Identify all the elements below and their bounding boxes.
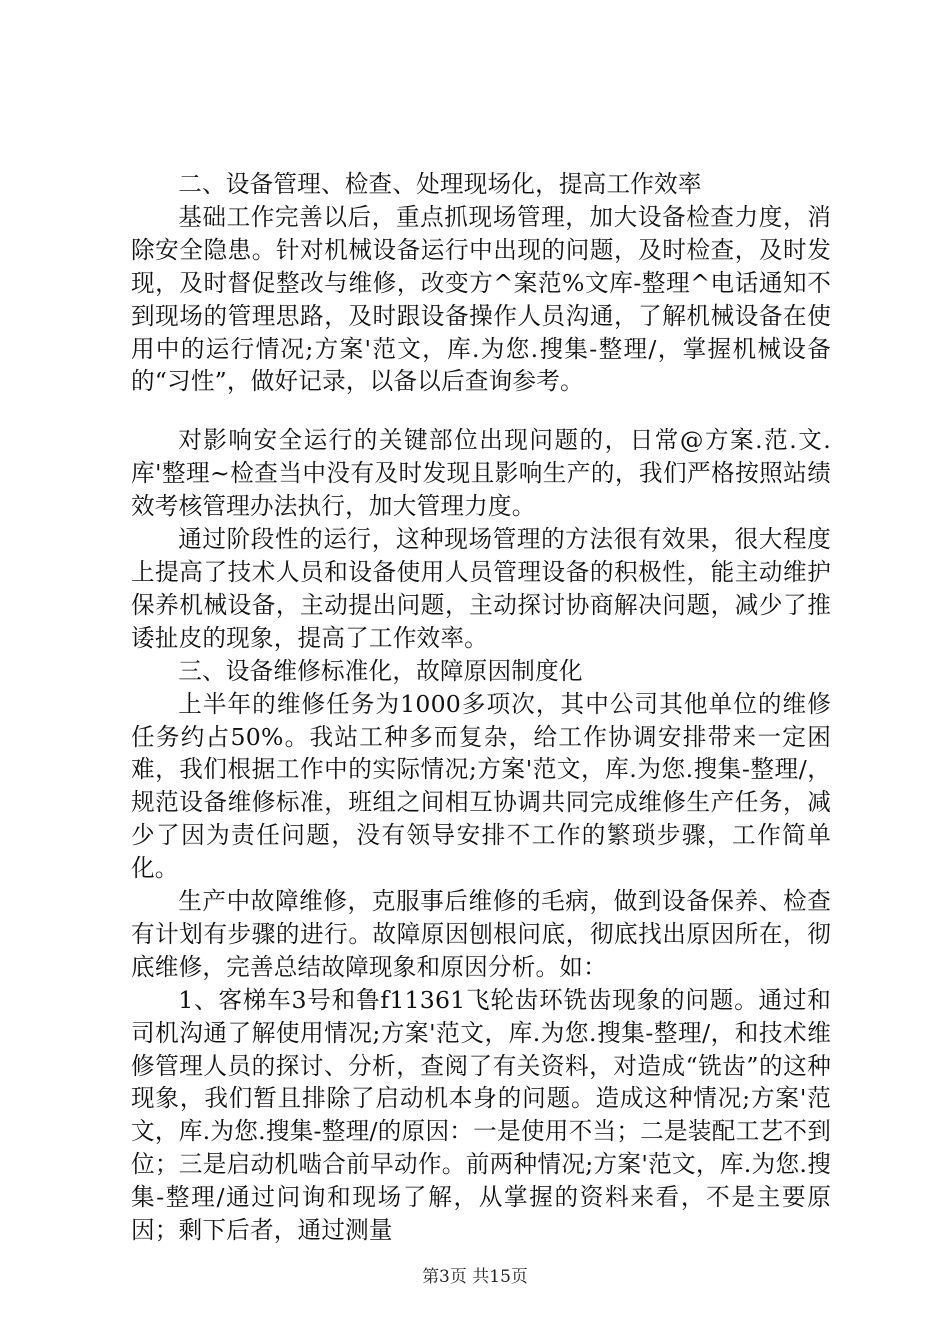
paragraph: 1、客梯车3号和鲁f11361飞轮齿环铣齿现象的问题。通过和司机沟通了解使用情况;方案'范文，库.为您.搜集-整理/，和技术维修管理人员的探讨、分析，查阅了有关资料，对造成“铣齿”的这种现象，我们暂且排除了启动机本身的问题。造成这种情况;方案'范文，库.为您.搜集-整理/的原因：一是使用不当；二是装配工艺不到位；三是启动机啮合前早动作。前两种情况;方案'范文，库.为您.搜集-整理/通过问询和现场了解，从掌握的资料来看，不是主要原因；剩下后者，通过测量	[131, 985, 831, 1245]
paragraph: 对影响安全运行的关键部位出现问题的，日常@方案.范.文.库'整理~检查当中没有及时发现且影响生产的，我们严格按照站绩效考核管理办法执行，加大管理力度。	[131, 426, 831, 521]
paragraph: 生产中故障维修，克服事后维修的毛病，做到设备保养、检查有计划有步骤的进行。故障原因刨根问底，彻底找出原因所在，彻底维修，完善总结故障现象和原因分析。如：	[131, 887, 831, 981]
paragraph-gap	[131, 398, 831, 424]
paragraph: 基础工作完善以后，重点抓现场管理，加大设备检查力度，消除安全隐患。针对机械设备运行中出现的问题，及时检查，及时发现，及时督促整改与维修，改变方^案范%文库-整理^电话通知不到现场的管理思路，及时跟设备操作人员沟通，了解机械设备在使用中的运行情况;方案'范文，库.为您.搜集-整理/，掌握机械设备的“习性”，做好记录，以备以后查询参考。	[131, 202, 831, 396]
document-body	[131, 168, 831, 1247]
section-heading-2: 二、设备管理、检查、处理现场化，提高工作效率	[178, 170, 702, 198]
paragraph: 通过阶段性的运行，这种现场管理的方法很有效果，很大程度上提高了技术人员和设备使用人员管理设备的积极性，能主动维护保养机械设备，主动提出问题，主动探讨协商解决问题，减少了推诿扯皮的现象，提高了工作效率。	[131, 525, 831, 652]
section-heading-3: 三、设备维修标准化，故障原因制度化	[178, 656, 583, 685]
page-number-footer: 第3页 共15页	[422, 1267, 528, 1287]
paragraph: 上半年的维修任务为1000多项次，其中公司其他单位的维修任务约占50%。我站工种多而复杂，给工作协调安排带来一定困难，我们根据工作中的实际情况;方案'范文，库.为您.搜集-整理/，规范设备维修标准，班组之间相互协调共同完成维修生产任务，减少了因为责任问题，没有领导安排不工作的繁琐步骤，工作简单化。	[131, 689, 831, 883]
